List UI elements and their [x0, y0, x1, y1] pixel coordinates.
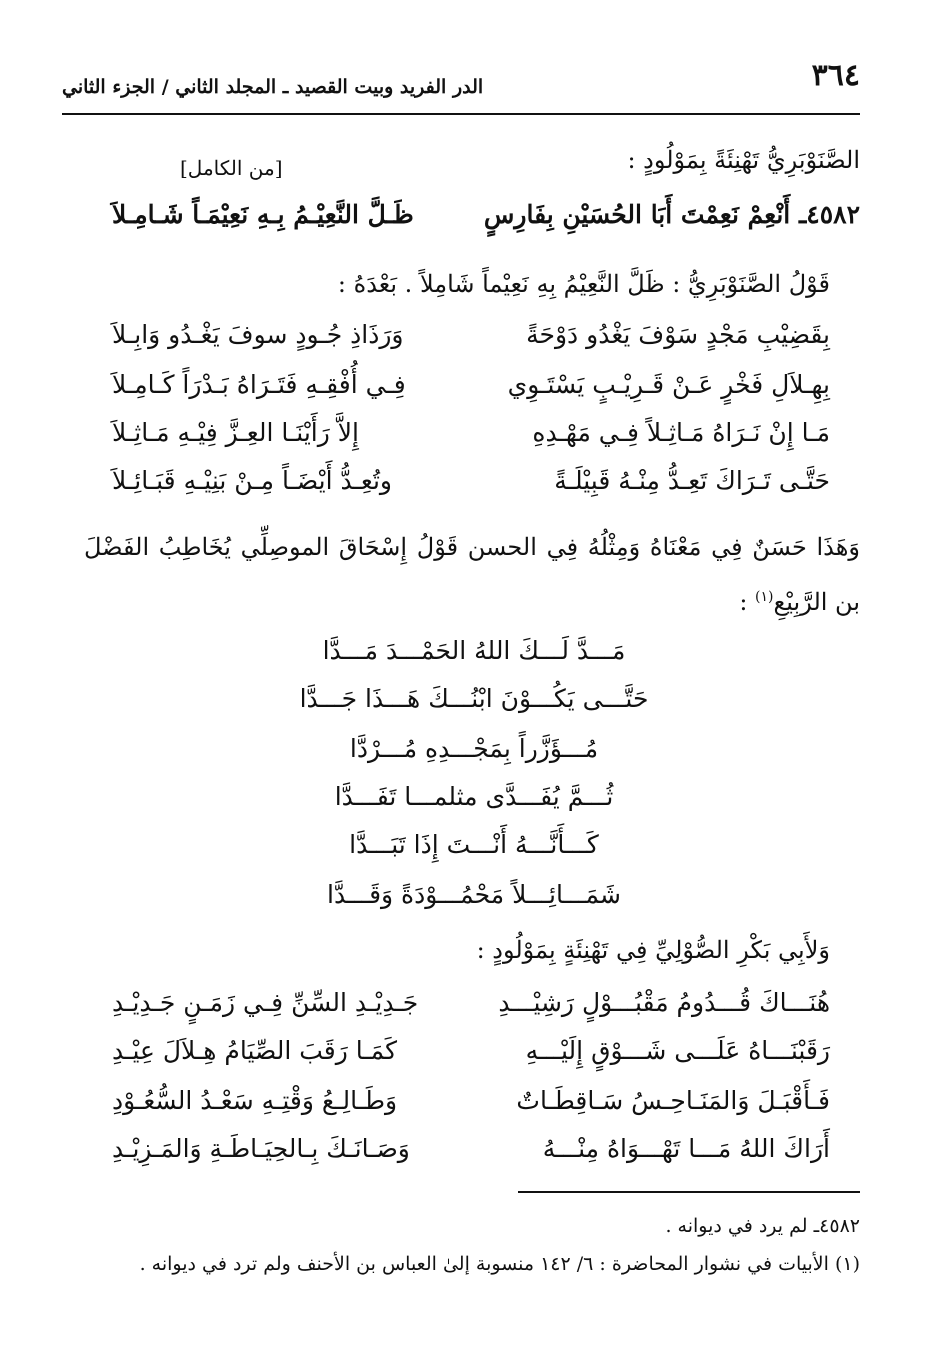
- centered-verse: ثُـــمَّ يُفَـــدَّى مثلمـــا تَفَـــدَّا: [334, 782, 614, 811]
- verse-row: [0, 1036, 948, 1080]
- verse-right: رَقَبْنَـــاهُ عَلَـــى شَـــوْقٍ إِلَيْـــهِ: [525, 1036, 830, 1065]
- verse-right: بِقَضِيْبِ مَجْدٍ سَوْفَ يَغْدُو دَوْحَةً: [526, 320, 830, 349]
- attribution-line-2: وَلأَبِي بَكْرِ الصُّوْلِيِّ فِي تَهْنِئَةٍ بِمَوْلُودٍ :: [476, 936, 830, 964]
- verse-left: وَرَذَاذِ جُـودٍ سوفَ يَغْـدُو وَابِـلاَ: [112, 320, 404, 349]
- verse-left: وَطَـالِـعُ وَقْتِـهِ سَعْـدُ السُّعُـوْدِ: [112, 1086, 398, 1115]
- verse-row: [0, 320, 948, 364]
- verse-row: [0, 988, 948, 1032]
- quote-line: قَوْلُ الصَّنَوْبَرِيُّ : ظَلَّ النَّعِيْمُ بِهِ نَعِيْماً شَامِلاً . بَعْدَهُ :: [337, 270, 830, 298]
- verse-left: وتُعِـدُّ أَيْضَـاً مِـنْ بَنِيْـهِ قَبَـائِـلاَ: [112, 466, 393, 495]
- attribution-line: [62, 142, 860, 178]
- prose-tail: :: [739, 588, 756, 616]
- footnote-2: (١) الأبيات في نشوار المحاضرة : ٦/ ١٤٢ منسوبة إلىٰ العباس بن الأحنف ولم ترد في ديوانه .: [139, 1253, 860, 1275]
- verse-right: مَـا إِنْ نَـرَاهُ مَـاثِـلاً فِـي مَهْـدِهِ: [532, 418, 830, 447]
- footnote-rule: [518, 1191, 860, 1193]
- verse-right: هُنَـــاكَ قُـــدُومُ مَقْبُـــوْلٍ رَشِيْـــدِ: [498, 988, 830, 1017]
- verse-row: [0, 1086, 948, 1130]
- centered-verse: شَمَـــائِـــلاً مَحْمُـــوْدَةً وَقَـــدَّا: [327, 880, 621, 909]
- centered-verse: حَتَّـــى يَكُـــوْنَ ابْنُـــكَ هَـــذَا جَـــدَّا: [299, 684, 649, 713]
- verse-right: بِهِـلاَلِ فَخْرٍ عَـنْ قَـرِيْـبٍ يَسْتَـوِي: [507, 370, 830, 399]
- prose-text: وَهَذَا حَسَنٌ فِي مَعْنَاهُ وَمِثْلُهُ فِي الحسن قَوْلُ إِسْحَاقَ الموصِلِّي يُخَاطِبُ الفَضْلَ بن الرَّبِيْعِ: [84, 533, 860, 616]
- verse-right: أَرَاكَ اللهُ مَـــا تَهْـــوَاهُ مِنْـــهُ: [542, 1134, 830, 1163]
- centered-verse: مَـــدَّ لَـــكَ اللهُ الحَمْـــدَ مَـــدَّا: [322, 636, 626, 665]
- footnote-ref: (١): [755, 589, 774, 605]
- attribution-text: الصَّنَوْبَرِيُّ تَهْنِئَةً بِمَوْلُودٍ :: [627, 146, 860, 174]
- prose-paragraph: [84, 522, 860, 627]
- header-rule: [62, 113, 860, 115]
- verse-left: جَـدِيْـدِ السِّنِّ فِـي زَمَـنٍ جَـدِيْـدِ: [112, 988, 419, 1017]
- verse-row: [0, 370, 948, 414]
- main-verse-left: ظَـلَّ النَّعِيْـمُ بِـهِ نَعِيْمَـاً شَـامِـلاَ: [112, 200, 414, 229]
- main-verse: [0, 200, 948, 244]
- centered-verse: مُـــؤَزَّراً بِمَجْـــدِهِ مُـــرْدَّا: [349, 734, 599, 763]
- verse-right: فَـأَقْبَـلَ وَالمَنَـاحِـسُ سَـاقِطَـاتٌ: [516, 1086, 830, 1115]
- verse-left: إِلاَّ رَأَيْنَـا العِـزَّ فِيْـهِ مَـاثِـلاَ: [112, 418, 359, 447]
- verse-row: [0, 418, 948, 462]
- verse-left: كَمَـا رَقَبَ الصِّيَامُ هِـلاَلَ عِيْـدِ: [112, 1036, 398, 1065]
- meter-label: [من الكامل]: [180, 156, 283, 180]
- verse-left: فِـي أُفْقِـهِ فَتَـرَاهُ بَـدْرَاً كَـامِـلاَ: [112, 370, 406, 399]
- verse-row: [0, 1134, 948, 1178]
- verse-right: حَتَّـى تَـرَاكَ تَعِـدُّ مِنْـهُ قَبِيْلَـةً: [554, 466, 830, 495]
- footnote-1: ٤٥٨٢ـ لم يرد في ديوانه .: [665, 1215, 860, 1237]
- main-verse-right: ٤٥٨٢ـ أَنْعِمْ نَعِمْتَ أَبَا الحُسَيْنِ بِفَارِسٍ: [483, 200, 860, 229]
- page-number: ٣٦٤: [811, 58, 860, 93]
- running-title: الدر الفريد وبيت القصيد ـ المجلد الثاني / الجزء الثاني: [62, 76, 484, 98]
- centered-verse: كَـــأَنَّـــهُ أَنْـــتَ إِذَا تَبَـــدَّا: [349, 830, 599, 859]
- verse-left: وَصَـانَـكَ بِـالحِيَـاطَـةِ وَالمَـزِيْـدِ: [112, 1134, 410, 1163]
- page-header: [62, 58, 860, 106]
- verse-row: [0, 466, 948, 510]
